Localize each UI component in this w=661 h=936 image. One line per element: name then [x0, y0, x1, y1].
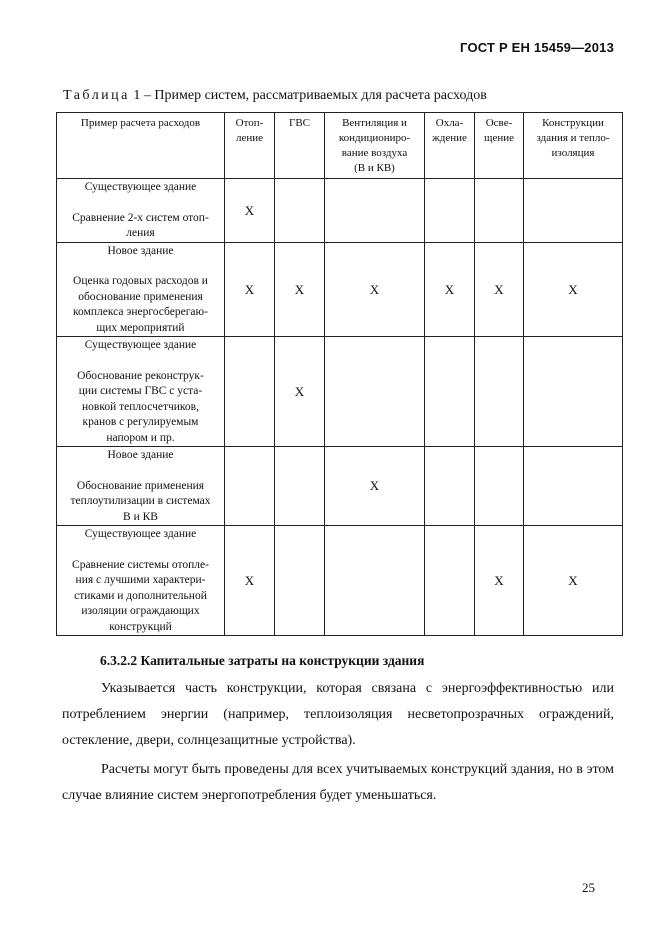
systems-table — [56, 112, 623, 636]
example-cell — [57, 242, 225, 337]
building-type: Новое здание — [107, 449, 174, 461]
table-caption — [63, 88, 487, 104]
table-row — [57, 447, 623, 526]
paragraph: Расчеты могут быть проведены для всех учитываемых конструкций здания, но в этом случае влияние систем энергопотребления будет уменьшаться. — [62, 762, 614, 803]
section-heading: 6.3.2.2 Капитальные затраты на конструкции здания — [100, 653, 425, 668]
building-type: Существующее здание — [84, 339, 197, 351]
paragraph: Указывается часть конструкции, которая связана с энергоэффективностью или потреблением энергии (например, теплоизоляция несветопрозрачных ограждений, остекление, двери, солнцезащитные устройства). — [62, 681, 614, 748]
applicability-mark — [325, 526, 425, 636]
applicability-mark: X — [325, 447, 425, 526]
applicability-mark — [524, 179, 623, 243]
applicability-mark: X — [325, 242, 425, 337]
applicability-mark: X — [275, 337, 325, 447]
applicability-mark — [425, 526, 475, 636]
applicability-mark: X — [225, 242, 275, 337]
applicability-mark — [475, 337, 524, 447]
example-cell — [57, 447, 225, 526]
applicability-mark: X — [475, 526, 524, 636]
column-header: Отоп- ление — [225, 113, 275, 179]
table-caption-text: 1 – Пример систем, рассматриваемых для расчета расходов — [129, 88, 487, 103]
example-cell — [57, 179, 225, 243]
applicability-mark: X — [524, 526, 623, 636]
example-description: Обоснование применения теплоутилизации в системах В и КВ — [70, 479, 211, 523]
applicability-mark: X — [425, 242, 475, 337]
building-type: Новое здание — [107, 244, 174, 257]
column-header: Конструкции здания и тепло- изоляция — [524, 113, 623, 179]
applicability-mark — [425, 447, 475, 526]
example-cell — [57, 526, 225, 636]
applicability-mark — [524, 447, 623, 526]
column-header: Охла- ждение — [425, 113, 475, 179]
example-description: Сравнение системы отопле- ния с лучшими характери- стиками и дополнительной изоляции ограждающих конструкций — [72, 558, 209, 633]
table-row — [57, 526, 623, 636]
applicability-mark: X — [225, 526, 275, 636]
column-header: Вентиляция и кондициониро- вание воздуха (В и КВ) — [325, 113, 425, 179]
table-header-row — [57, 113, 623, 179]
column-header: ГВС — [275, 113, 325, 179]
column-header: Осве- щение — [475, 113, 524, 179]
example-description: Сравнение 2-х систем отоп- ления — [72, 211, 209, 239]
applicability-mark: X — [475, 242, 524, 337]
document-code-header: ГОСТ Р ЕН 15459—2013 — [460, 40, 614, 55]
applicability-mark — [425, 179, 475, 243]
example-description: Оценка годовых расходов и обоснование применения комплекса энергосберегаю- щих мероприятий — [73, 275, 208, 334]
applicability-mark — [475, 447, 524, 526]
applicability-mark — [225, 337, 275, 447]
applicability-mark — [524, 337, 623, 447]
building-type: Существующее здание — [84, 528, 197, 540]
applicability-mark — [275, 179, 325, 243]
applicability-mark: X — [524, 242, 623, 337]
applicability-mark — [275, 447, 325, 526]
page-number: 25 — [582, 880, 595, 895]
applicability-mark — [475, 179, 524, 243]
column-header: Пример расчета расходов — [57, 113, 225, 179]
applicability-mark — [275, 526, 325, 636]
table-caption-label: Таблица — [63, 88, 130, 103]
table-row — [57, 179, 623, 243]
table-row — [57, 337, 623, 447]
example-description: Обоснование реконструк- ции системы ГВС с уста- новкой теплосчетчиков, кранов с регулируемым напором и пр. — [77, 369, 204, 444]
applicability-mark — [325, 337, 425, 447]
applicability-mark: X — [275, 242, 325, 337]
table-row — [57, 242, 623, 337]
applicability-mark — [425, 337, 475, 447]
applicability-mark — [325, 179, 425, 243]
building-type: Существующее здание — [84, 181, 197, 193]
example-cell — [57, 337, 225, 447]
applicability-mark — [225, 447, 275, 526]
applicability-mark: X — [225, 179, 275, 243]
